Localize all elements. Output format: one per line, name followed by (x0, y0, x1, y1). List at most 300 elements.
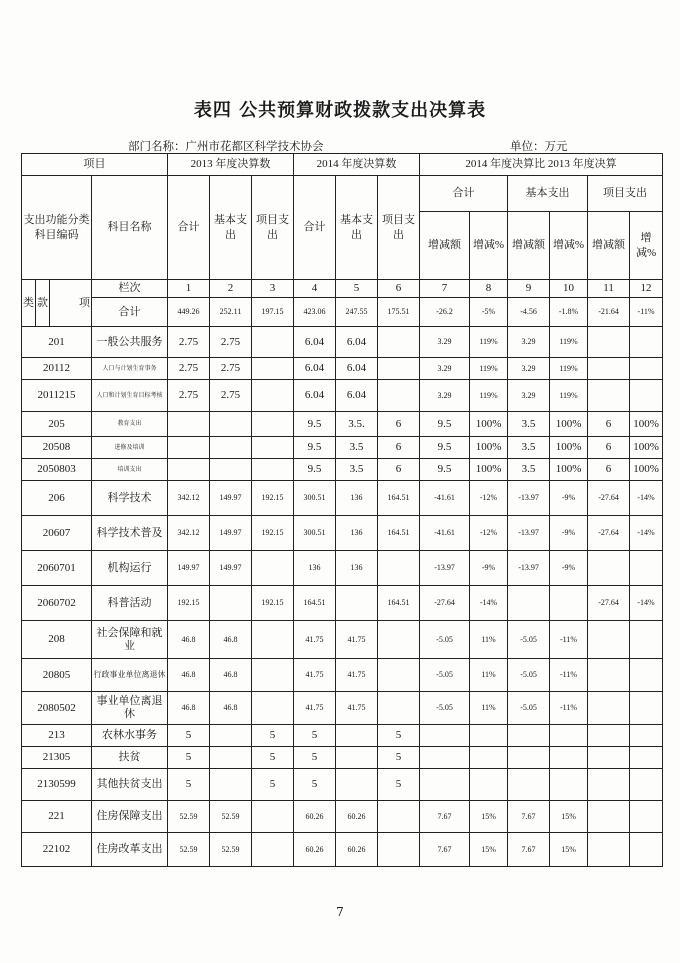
value-cell (378, 833, 420, 867)
subject-name: 扶贫 (92, 747, 168, 769)
value-cell: 6.04 (294, 327, 336, 358)
value-cell: -12% (470, 481, 508, 516)
value-cell: 149.97 (210, 516, 252, 551)
value-cell: -9% (550, 551, 588, 586)
value-cell (508, 747, 550, 769)
value-cell: -12% (470, 516, 508, 551)
value-cell: 5 (252, 747, 294, 769)
value-cell: -13.97 (420, 551, 470, 586)
value-cell: 46.8 (210, 692, 252, 725)
subject-name: 教育支出 (92, 412, 168, 437)
subject-code: 2060702 (22, 586, 92, 621)
value-cell: 5 (378, 725, 420, 747)
value-cell: 100% (550, 459, 588, 481)
subject-name: 住房改革支出 (92, 833, 168, 867)
value-cell (252, 551, 294, 586)
column-number: 5 (336, 280, 378, 298)
value-cell (378, 327, 420, 358)
table-row (22, 358, 663, 380)
value-cell: 6 (378, 459, 420, 481)
value-cell: 6.04 (336, 358, 378, 380)
value-cell: 119% (470, 358, 508, 380)
total-cell: 197.15 (252, 298, 294, 327)
value-cell: 41.75 (336, 659, 378, 692)
value-cell (378, 801, 420, 833)
table-row (22, 621, 663, 659)
value-cell: 100% (470, 412, 508, 437)
value-cell: -41.61 (420, 481, 470, 516)
value-cell: 119% (550, 380, 588, 412)
value-cell: 119% (550, 327, 588, 358)
value-cell (630, 659, 663, 692)
table-row (22, 692, 663, 725)
header-compare: 2014 年度决算比 2013 年度决算 (420, 154, 663, 176)
value-cell (630, 692, 663, 725)
value-cell (588, 833, 630, 867)
header-2013: 2013 年度决算数 (168, 154, 294, 176)
column-number: 8 (470, 280, 508, 298)
subject-code: 22102 (22, 833, 92, 867)
value-cell: 3.29 (420, 380, 470, 412)
table-row (22, 769, 663, 801)
value-cell (210, 725, 252, 747)
value-cell: 6.04 (294, 380, 336, 412)
header-row-2 (22, 176, 663, 212)
subject-code: 206 (22, 481, 92, 516)
value-cell (252, 833, 294, 867)
value-cell: -27.64 (588, 516, 630, 551)
value-cell: 6.04 (336, 327, 378, 358)
value-cell: 5 (378, 769, 420, 801)
subject-name: 科普活动 (92, 586, 168, 621)
value-cell: -11% (550, 621, 588, 659)
value-cell: 9.5 (294, 437, 336, 459)
column-number: 6 (378, 280, 420, 298)
subject-code: 2080502 (22, 692, 92, 725)
value-cell (588, 725, 630, 747)
value-cell: -13.97 (508, 481, 550, 516)
value-cell: 100% (550, 437, 588, 459)
value-cell (378, 621, 420, 659)
column-number: 3 (252, 280, 294, 298)
value-cell: 2.75 (210, 327, 252, 358)
value-cell: 6 (378, 412, 420, 437)
value-cell: -27.64 (588, 586, 630, 621)
subject-code: 201 (22, 327, 92, 358)
value-cell: 52.59 (168, 801, 210, 833)
value-cell (210, 412, 252, 437)
value-cell (588, 551, 630, 586)
header-2013-total: 合计 (168, 176, 210, 280)
total-cell: -11% (630, 298, 663, 327)
value-cell: 7.67 (420, 833, 470, 867)
header-kuan: 款 (36, 280, 50, 327)
column-number: 7 (420, 280, 470, 298)
value-cell: 5 (252, 769, 294, 801)
value-cell: 136 (336, 551, 378, 586)
value-cell: 7.67 (420, 801, 470, 833)
subject-code: 205 (22, 412, 92, 437)
value-cell (378, 659, 420, 692)
column-number: 11 (588, 280, 630, 298)
value-cell: 100% (630, 412, 663, 437)
subject-code: 20805 (22, 659, 92, 692)
value-cell (336, 769, 378, 801)
value-cell: 6 (588, 412, 630, 437)
subject-code: 2060701 (22, 551, 92, 586)
header-compare-total: 合计 (420, 176, 508, 212)
value-cell: 149.97 (210, 551, 252, 586)
value-cell: 52.59 (210, 801, 252, 833)
value-cell: 46.8 (210, 659, 252, 692)
value-cell: 46.8 (168, 659, 210, 692)
value-cell: 6 (588, 437, 630, 459)
total-label: 合计 (92, 298, 168, 327)
value-cell: 52.59 (210, 833, 252, 867)
value-cell: 5 (294, 747, 336, 769)
value-cell: -9% (470, 551, 508, 586)
value-cell (630, 747, 663, 769)
subject-name: 机构运行 (92, 551, 168, 586)
value-cell: 6.04 (336, 380, 378, 412)
subject-code: 20508 (22, 437, 92, 459)
subject-name: 社会保障和就业 (92, 621, 168, 659)
table-row (22, 380, 663, 412)
column-number: 2 (210, 280, 252, 298)
value-cell: 100% (470, 437, 508, 459)
subject-name: 事业单位离退休 (92, 692, 168, 725)
value-cell (588, 801, 630, 833)
value-cell: 9.5 (294, 459, 336, 481)
subject-name: 科学技术 (92, 481, 168, 516)
value-cell: 7.67 (508, 833, 550, 867)
value-cell: 119% (470, 380, 508, 412)
value-cell: 136 (336, 481, 378, 516)
value-cell (550, 747, 588, 769)
page-title: 表四 公共预算财政拨款支出决算表 (193, 100, 487, 121)
subject-name: 农林水事务 (92, 725, 168, 747)
value-cell: -27.64 (588, 481, 630, 516)
value-cell: 2.75 (168, 380, 210, 412)
column-number: 10 (550, 280, 588, 298)
value-cell: 5 (294, 725, 336, 747)
value-cell: 136 (336, 516, 378, 551)
subject-name: 其他扶贫支出 (92, 769, 168, 801)
value-cell: 3.29 (508, 327, 550, 358)
value-cell: 119% (550, 358, 588, 380)
value-cell (588, 659, 630, 692)
value-cell: 60.26 (294, 833, 336, 867)
header-change-percent: 增减% (470, 212, 508, 280)
value-cell: 41.75 (294, 659, 336, 692)
value-cell (588, 747, 630, 769)
value-cell (252, 437, 294, 459)
value-cell: 3.5 (508, 412, 550, 437)
subject-code: 208 (22, 621, 92, 659)
subject-name: 行政事业单位离退休 (92, 659, 168, 692)
value-cell: 2.75 (168, 358, 210, 380)
value-cell: 100% (630, 459, 663, 481)
subject-code: 221 (22, 801, 92, 833)
value-cell: -14% (470, 586, 508, 621)
value-cell: 15% (470, 801, 508, 833)
value-cell: -13.97 (508, 516, 550, 551)
value-cell: 6 (378, 437, 420, 459)
value-cell (588, 621, 630, 659)
value-cell: 100% (550, 412, 588, 437)
value-cell (252, 621, 294, 659)
department-name: 部门名称：广州市花都区科学技术协会 (128, 139, 324, 153)
header-2014-project: 项目支出 (378, 176, 420, 280)
value-cell: 6 (588, 459, 630, 481)
value-cell: 41.75 (294, 692, 336, 725)
table-row (22, 459, 663, 481)
value-cell: 3.29 (508, 380, 550, 412)
table-row (22, 801, 663, 833)
value-cell: 192.15 (252, 516, 294, 551)
value-cell (168, 412, 210, 437)
header-2014-total: 合计 (294, 176, 336, 280)
value-cell (630, 833, 663, 867)
value-cell: 46.8 (210, 621, 252, 659)
value-cell (210, 437, 252, 459)
value-cell: 52.59 (168, 833, 210, 867)
value-cell (210, 459, 252, 481)
header-2013-basic: 基本支出 (210, 176, 252, 280)
value-cell: 192.15 (168, 586, 210, 621)
column-number: 1 (168, 280, 210, 298)
value-cell (470, 769, 508, 801)
value-cell: 164.51 (378, 481, 420, 516)
value-cell (336, 747, 378, 769)
header-item: 项目 (22, 154, 168, 176)
value-cell (588, 769, 630, 801)
subject-name: 科学技术普及 (92, 516, 168, 551)
value-cell: 15% (550, 801, 588, 833)
value-cell (252, 412, 294, 437)
header-change-percent: 增减% (550, 212, 588, 280)
total-cell: -1.8% (550, 298, 588, 327)
value-cell: 41.75 (294, 621, 336, 659)
page-number: 7 (336, 905, 344, 919)
value-cell: -13.97 (508, 551, 550, 586)
table-row (22, 481, 663, 516)
value-cell (252, 380, 294, 412)
value-cell: 3.5 (336, 459, 378, 481)
value-cell: 41.75 (336, 621, 378, 659)
value-cell: 2.75 (168, 327, 210, 358)
value-cell: -41.61 (420, 516, 470, 551)
value-cell (470, 725, 508, 747)
total-cell: 423.06 (294, 298, 336, 327)
value-cell (378, 358, 420, 380)
value-cell: 164.51 (378, 516, 420, 551)
header-name: 科目名称 (92, 176, 168, 280)
subject-code: 2050803 (22, 459, 92, 481)
value-cell: -9% (550, 516, 588, 551)
value-cell (168, 437, 210, 459)
total-cell: 247.55 (336, 298, 378, 327)
value-cell (630, 621, 663, 659)
value-cell: 119% (470, 327, 508, 358)
value-cell (630, 551, 663, 586)
value-cell: 11% (470, 692, 508, 725)
value-cell (508, 586, 550, 621)
table-row (22, 516, 663, 551)
header-lei: 类 (22, 280, 36, 327)
value-cell (252, 692, 294, 725)
value-cell (420, 747, 470, 769)
subject-code: 2011215 (22, 380, 92, 412)
value-cell: 2.75 (210, 358, 252, 380)
value-cell: 9.5 (294, 412, 336, 437)
header-change-amount: 增减额 (508, 212, 550, 280)
value-cell: 11% (470, 621, 508, 659)
subject-code: 20112 (22, 358, 92, 380)
value-cell: -11% (550, 659, 588, 692)
value-cell: 15% (550, 833, 588, 867)
value-cell (588, 358, 630, 380)
value-cell (588, 327, 630, 358)
subject-code: 20607 (22, 516, 92, 551)
value-cell: -14% (630, 516, 663, 551)
value-cell (630, 358, 663, 380)
value-cell: 6.04 (294, 358, 336, 380)
value-cell: 5 (168, 725, 210, 747)
value-cell: 3.29 (420, 327, 470, 358)
value-cell: -5.05 (420, 621, 470, 659)
subject-name: 一般公共服务 (92, 327, 168, 358)
value-cell: 300.51 (294, 481, 336, 516)
value-cell (252, 358, 294, 380)
value-cell: -5.05 (420, 659, 470, 692)
value-cell: -14% (630, 481, 663, 516)
value-cell: 11% (470, 659, 508, 692)
table-row (22, 586, 663, 621)
header-change-amount: 增减额 (420, 212, 470, 280)
value-cell: 46.8 (168, 692, 210, 725)
value-cell: -5.05 (508, 692, 550, 725)
subject-code: 2130599 (22, 769, 92, 801)
value-cell (210, 769, 252, 801)
value-cell: -5.05 (508, 659, 550, 692)
value-cell: 5 (168, 747, 210, 769)
value-cell (336, 725, 378, 747)
value-cell (630, 380, 663, 412)
value-cell: -5.05 (508, 621, 550, 659)
table-row (22, 659, 663, 692)
column-number-row (22, 280, 663, 298)
value-cell: 5 (294, 769, 336, 801)
value-cell: 3.5 (508, 459, 550, 481)
value-cell: 3.29 (420, 358, 470, 380)
total-cell: -26.2 (420, 298, 470, 327)
value-cell (252, 801, 294, 833)
value-cell: -11% (550, 692, 588, 725)
table-row (22, 551, 663, 586)
value-cell: 164.51 (294, 586, 336, 621)
value-cell (630, 725, 663, 747)
value-cell: 149.97 (210, 481, 252, 516)
value-cell: 3.5 (336, 437, 378, 459)
value-cell (378, 692, 420, 725)
table-row (22, 747, 663, 769)
value-cell: 342.12 (168, 516, 210, 551)
header-compare-basic: 基本支出 (508, 176, 588, 212)
budget-table (21, 153, 663, 867)
value-cell (550, 586, 588, 621)
value-cell: 300.51 (294, 516, 336, 551)
header-2013-project: 项目支出 (252, 176, 294, 280)
value-cell: 136 (294, 551, 336, 586)
value-cell (470, 747, 508, 769)
value-cell: 9.5 (420, 412, 470, 437)
value-cell (210, 747, 252, 769)
value-cell (588, 692, 630, 725)
total-cell: -4.56 (508, 298, 550, 327)
value-cell: 60.26 (336, 801, 378, 833)
header-lanci: 栏次 (92, 280, 168, 298)
total-cell: 252.11 (210, 298, 252, 327)
value-cell (420, 725, 470, 747)
value-cell (550, 769, 588, 801)
table-row (22, 437, 663, 459)
value-cell (508, 725, 550, 747)
table-row (22, 833, 663, 867)
value-cell: 342.12 (168, 481, 210, 516)
value-cell: 5 (252, 725, 294, 747)
value-cell (252, 659, 294, 692)
header-change-amount: 增减额 (588, 212, 630, 280)
value-cell: -9% (550, 481, 588, 516)
value-cell (630, 769, 663, 801)
value-cell: 192.15 (252, 586, 294, 621)
value-cell: 9.5 (420, 459, 470, 481)
value-cell: 164.51 (378, 586, 420, 621)
value-cell: 46.8 (168, 621, 210, 659)
value-cell (210, 586, 252, 621)
header-2014: 2014 年度决算数 (294, 154, 420, 176)
value-cell (252, 327, 294, 358)
value-cell: 3.5. (336, 412, 378, 437)
value-cell (630, 801, 663, 833)
value-cell (630, 327, 663, 358)
subject-name: 培训支出 (92, 459, 168, 481)
value-cell: 100% (470, 459, 508, 481)
value-cell (252, 459, 294, 481)
column-number: 9 (508, 280, 550, 298)
value-cell (168, 459, 210, 481)
table-row (22, 725, 663, 747)
total-row (22, 298, 663, 327)
subject-code: 21305 (22, 747, 92, 769)
value-cell: 3.29 (508, 358, 550, 380)
table-row (22, 327, 663, 358)
subject-name: 人口和计划生育目标考核 (92, 380, 168, 412)
value-cell: -27.64 (420, 586, 470, 621)
header-code: 支出功能分类科目编码 (22, 176, 92, 280)
value-cell: 5 (378, 747, 420, 769)
value-cell: -14% (630, 586, 663, 621)
header-row-1 (22, 154, 663, 176)
value-cell: 149.97 (168, 551, 210, 586)
total-cell: -5% (470, 298, 508, 327)
value-cell: 15% (470, 833, 508, 867)
total-cell: 175.51 (378, 298, 420, 327)
value-cell (378, 551, 420, 586)
subject-name: 住房保障支出 (92, 801, 168, 833)
value-cell: 192.15 (252, 481, 294, 516)
